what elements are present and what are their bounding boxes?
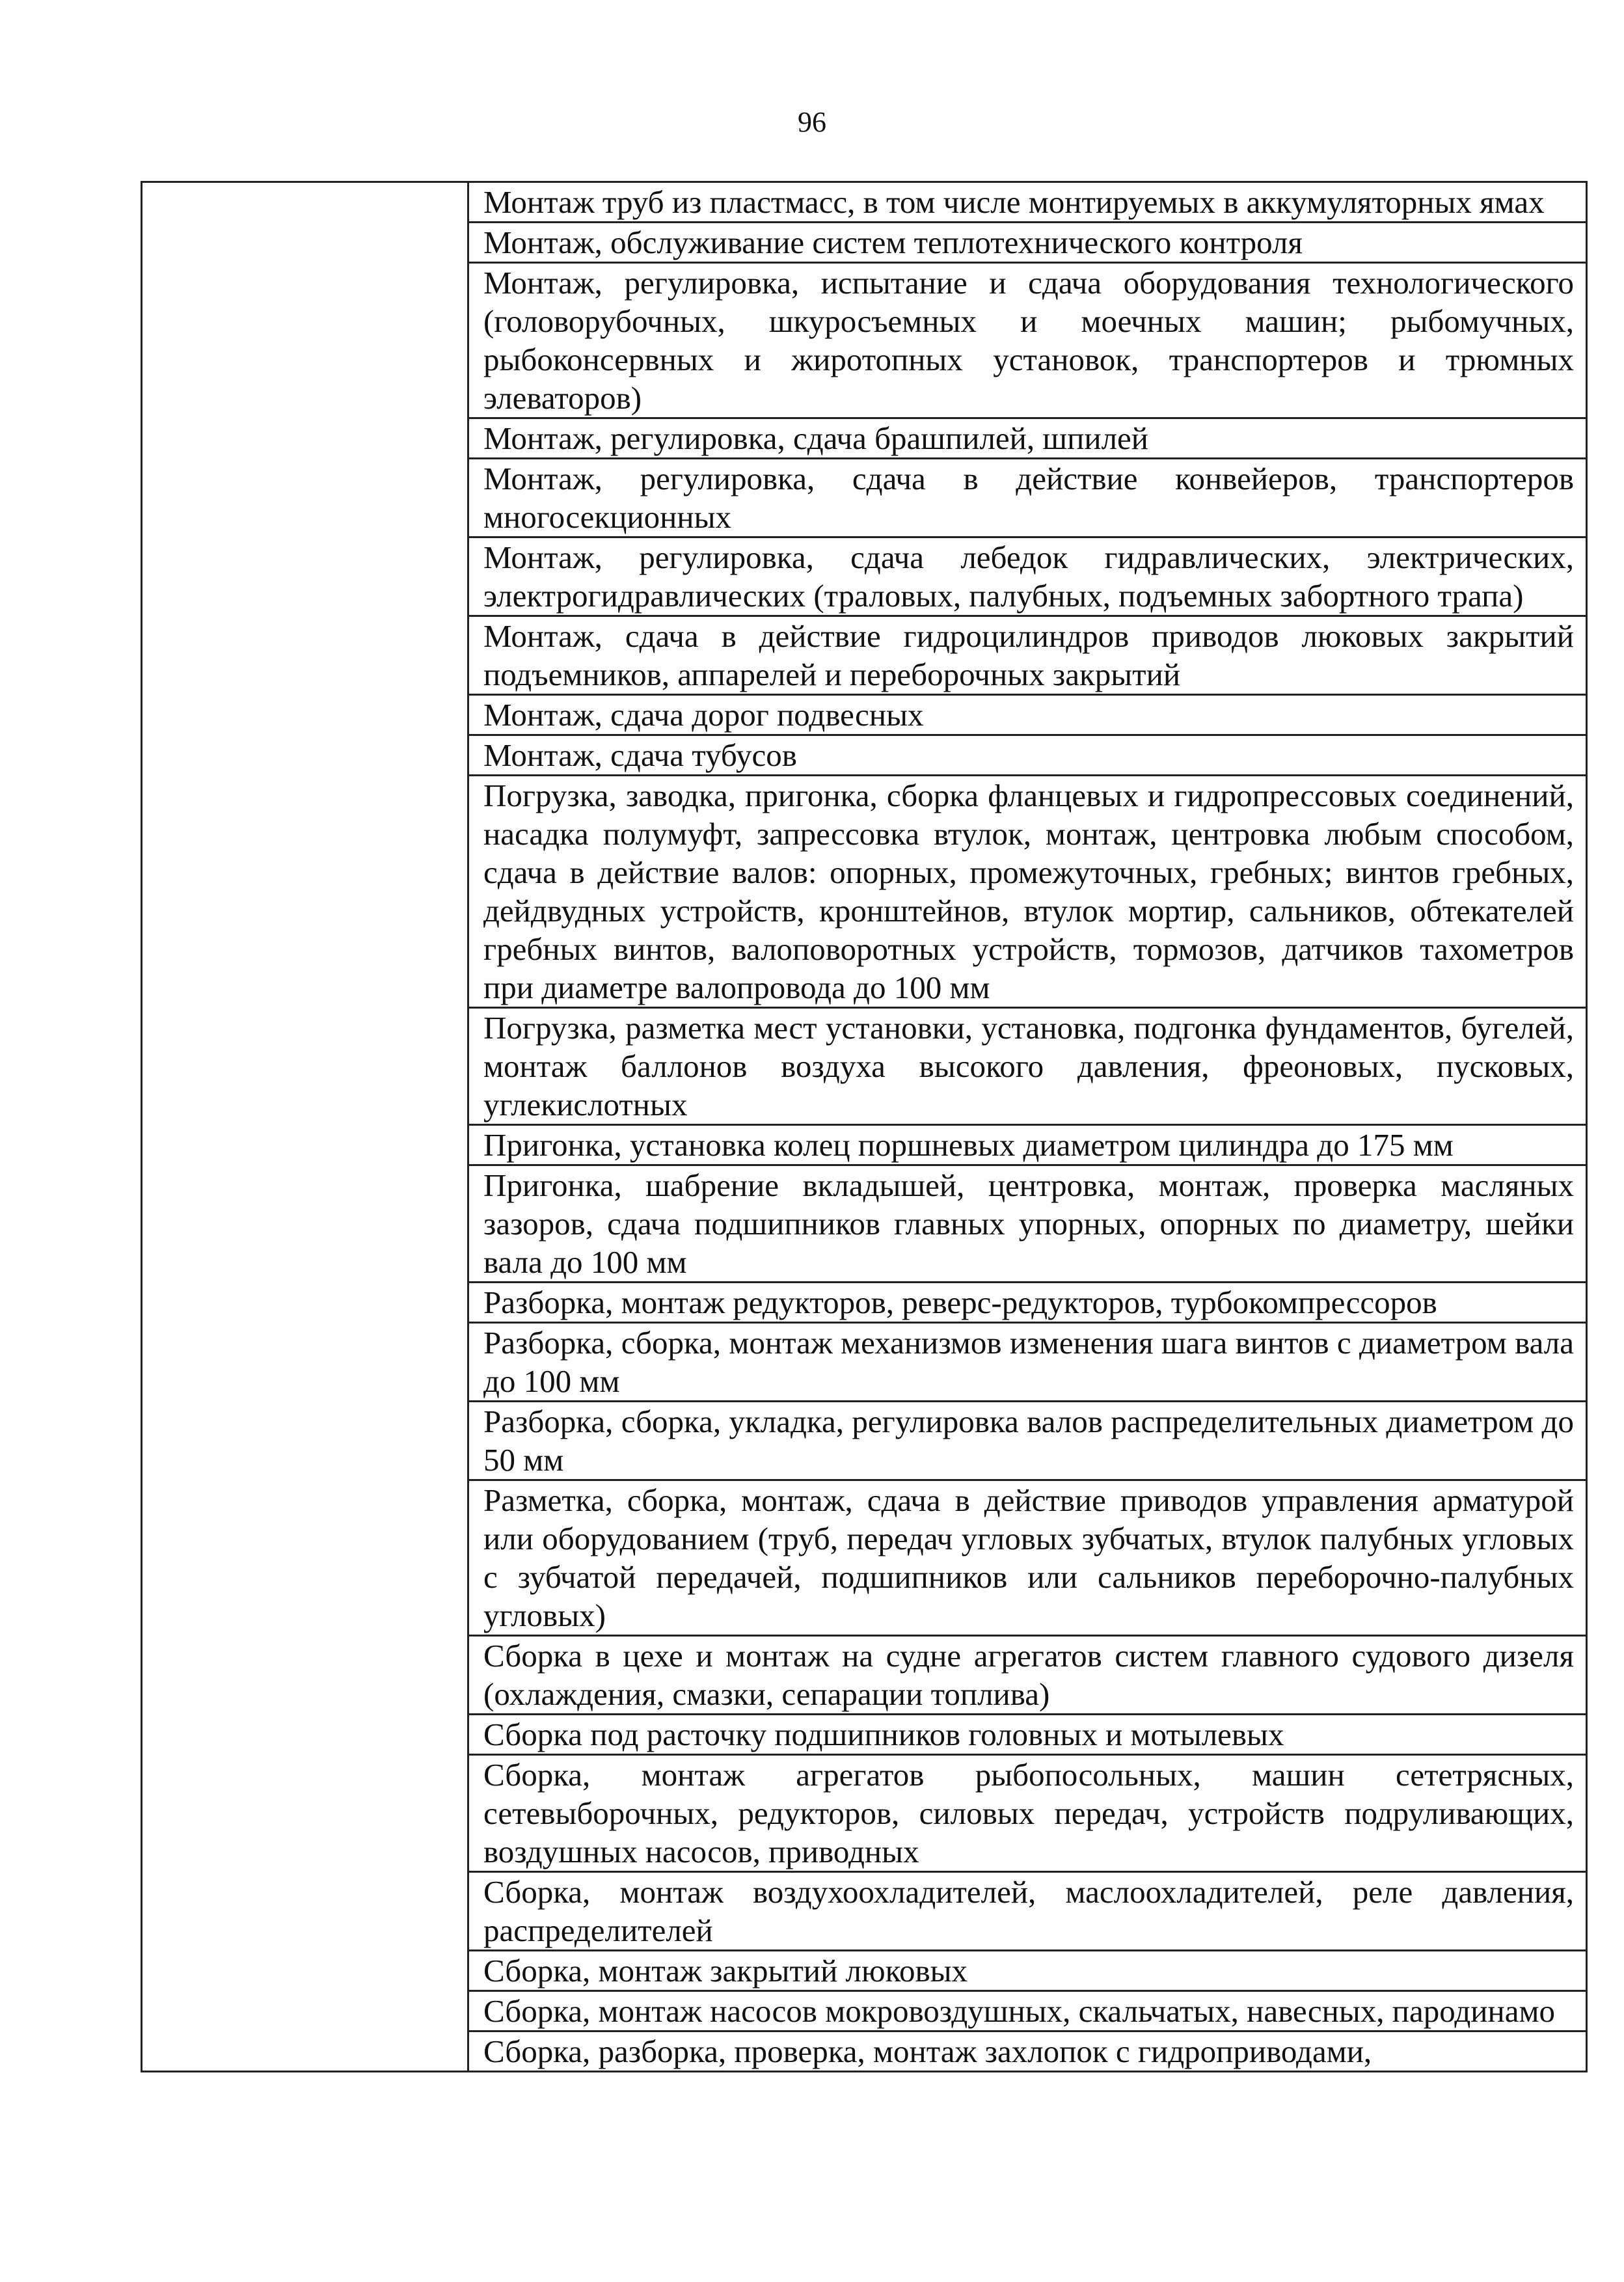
table-body xyxy=(142,182,1587,2072)
work-item-cell: Сборка, монтаж закрытий люковых xyxy=(468,1951,1587,1991)
work-item-cell: Разборка, сборка, монтаж механизмов изменения шага винтов с диаметром вала до 100 мм xyxy=(468,1323,1587,1402)
work-item-cell: Монтаж труб из пластмасс, в том числе монтируемых в аккумуляторных ямах xyxy=(468,182,1587,223)
work-item-cell: Сборка в цехе и монтаж на судне агрегатов систем главного судового дизеля (охлаждения, смазки, сепарации топлива) xyxy=(468,1636,1587,1715)
work-item-cell: Монтаж, регулировка, сдача брашпилей, шпилей xyxy=(468,418,1587,459)
work-item-cell: Разборка, сборка, укладка, регулировка валов распределительных диаметром до 50 мм xyxy=(468,1402,1587,1480)
work-item-cell: Монтаж, сдача тубусов xyxy=(468,735,1587,776)
work-item-cell: Сборка, разборка, проверка, монтаж захлопок с гидроприводами, xyxy=(468,2031,1587,2072)
work-item-cell: Разборка, монтаж редукторов, реверс-редукторов, турбокомпрессоров xyxy=(468,1283,1587,1323)
work-item-cell: Монтаж, регулировка, сдача в действие конвейеров, транспортеров многосекционных xyxy=(468,459,1587,537)
work-item-cell: Монтаж, регулировка, испытание и сдача оборудования технологического (головорубочных, шкуросъемных и моечных машин; рыбомучных, рыбоконсервных и жиротопных установок, транспортеров и трюмных элеваторов) xyxy=(468,263,1587,418)
page-number: 96 xyxy=(798,106,826,138)
work-item-cell: Монтаж, сдача в действие гидроцилиндров приводов люковых закрытий подъемников, аппарелей и переборочных закрытий xyxy=(468,616,1587,695)
work-item-cell: Разметка, сборка, монтаж, сдача в действие приводов управления арматурой или оборудованием (труб, передач угловых зубчатых, втулок палубных угловых с зубчатой передачей, подшипников или сальников переборочно-палубных угловых) xyxy=(468,1480,1587,1636)
left-column-cell xyxy=(142,182,468,2072)
work-item-cell: Сборка, монтаж насосов мокровоздушных, скальчатых, навесных, пародинамо xyxy=(468,1991,1587,2031)
work-item-cell: Сборка, монтаж агрегатов рыбопосольных, машин сететрясных, сетевыборочных, редукторов, силовых передач, устройств подруливающих, воздушных насосов, приводных xyxy=(468,1755,1587,1872)
work-item-cell: Монтаж, обслуживание систем теплотехнического контроля xyxy=(468,223,1587,263)
work-item-cell: Погрузка, разметка мест установки, установка, подгонка фундаментов, бугелей, монтаж баллонов воздуха высокого давления, фреоновых, пусковых, углекислотных xyxy=(468,1008,1587,1125)
table-row xyxy=(142,182,1587,223)
work-item-cell: Монтаж, сдача дорог подвесных xyxy=(468,695,1587,735)
work-item-cell: Пригонка, установка колец поршневых диаметром цилиндра до 175 мм xyxy=(468,1125,1587,1165)
work-types-table xyxy=(141,181,1588,2072)
work-item-cell: Пригонка, шабрение вкладышей, центровка, монтаж, проверка масляных зазоров, сдача подшипников главных упорных, опорных по диаметру, шейки вала до 100 мм xyxy=(468,1165,1587,1283)
work-item-cell: Монтаж, регулировка, сдача лебедок гидравлических, электрических, электрогидравлических (траловых, палубных, подъемных забортного трапа) xyxy=(468,537,1587,616)
work-item-cell: Сборка, монтаж воздухоохладителей, маслоохладителей, реле давления, распределителей xyxy=(468,1872,1587,1951)
work-item-cell: Погрузка, заводка, пригонка, сборка фланцевых и гидропрессовых соединений, насадка полумуфт, запрессовка втулок, монтаж, центровка любым способом, сдача в действие валов: опорных, промежуточных, гребных; винтов гребных, дейдвудных устройств, кронштейнов, втулок мортир, сальников, обтекателей гребных винтов, валоповоротных устройств, тормозов, датчиков тахометров при диаметре валопровода до 100 мм xyxy=(468,776,1587,1008)
work-item-cell: Сборка под расточку подшипников головных и мотылевых xyxy=(468,1715,1587,1755)
